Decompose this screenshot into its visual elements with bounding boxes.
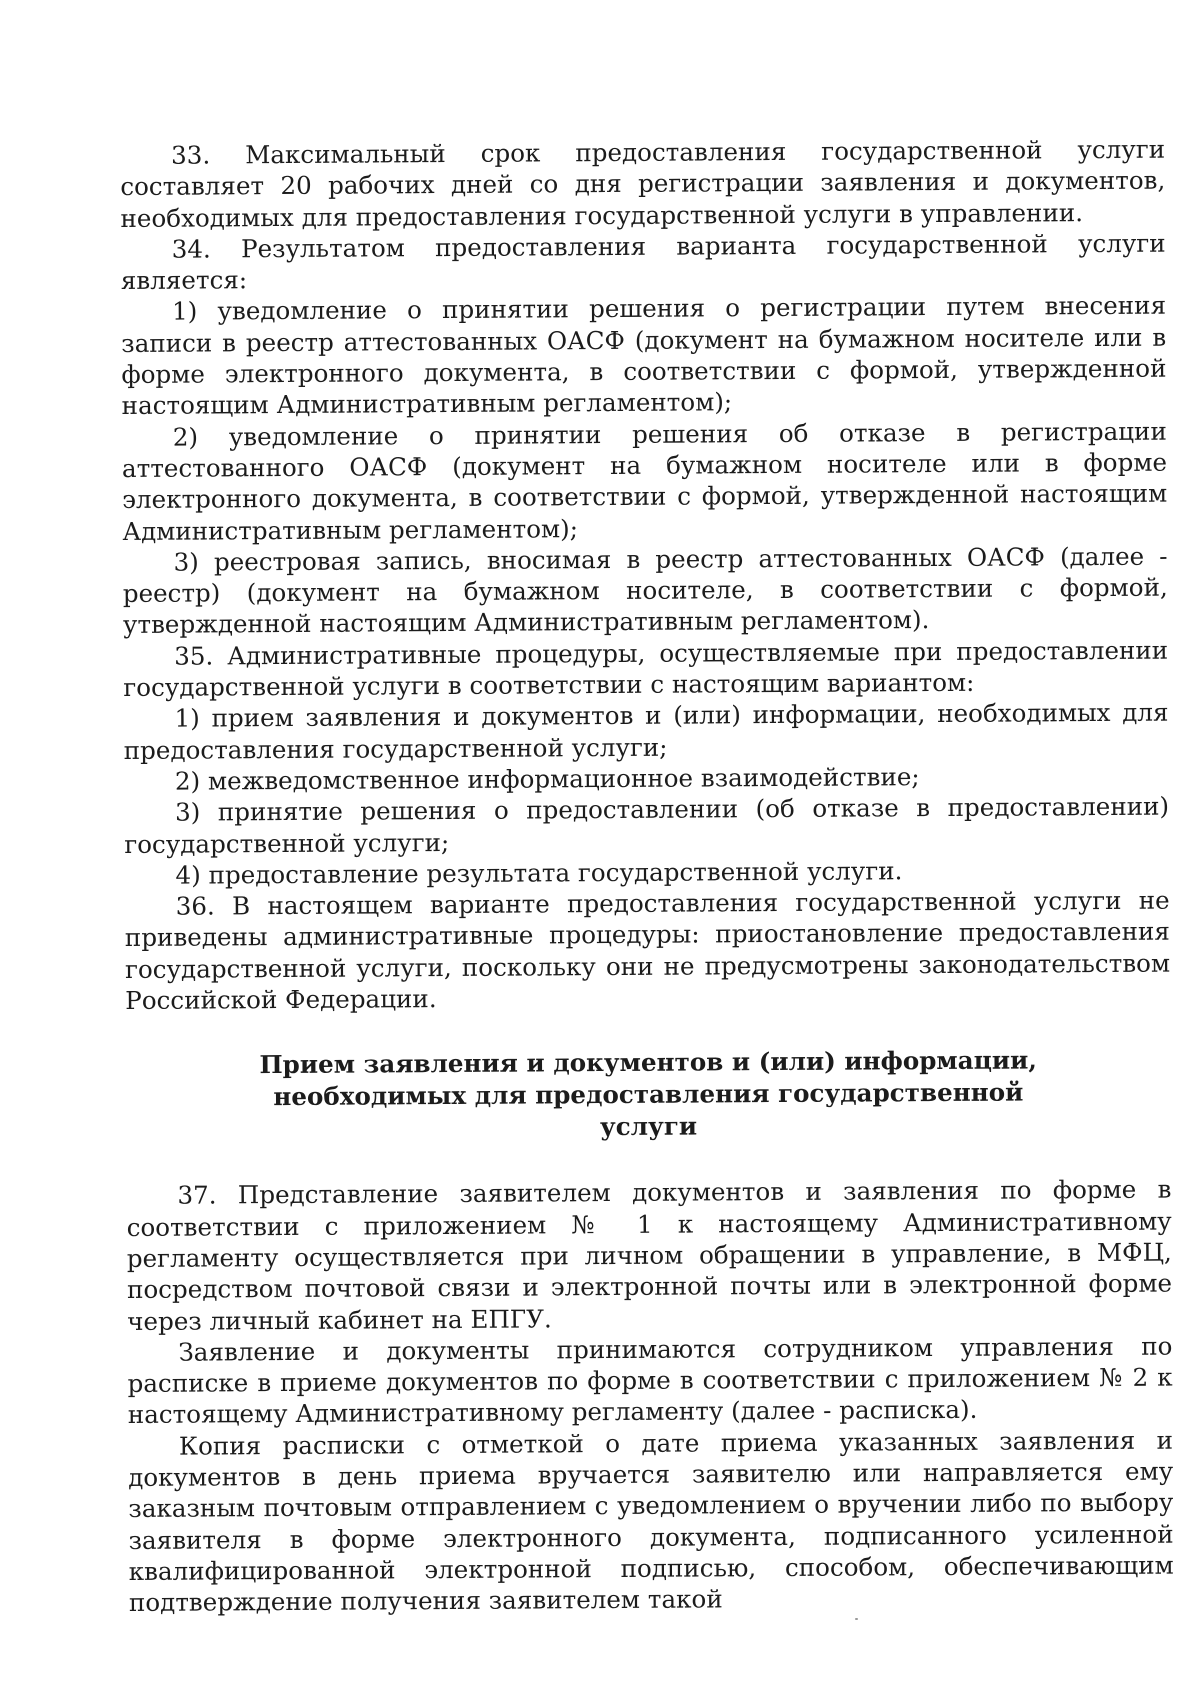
list-item-35-3: 3) принятие решения о предоставлении (об отказе в предоставлении) государственной услуги;: [124, 791, 1170, 859]
scan-speck: [855, 1618, 858, 1620]
paragraph-35: 35. Административные процедуры, осуществляемые при предоставлении государственной услуги в соответствии с настоящим вариантом:: [123, 635, 1169, 703]
list-item-35-2: 2) межведомственное информационное взаимодействие;: [174, 762, 920, 796]
list-item-35-1: 1) прием заявления и документов и (или) информации, необходимых для предоставления государственной услуги;: [123, 697, 1169, 765]
paragraph-receipt: Заявление и документы принимаются сотрудником управления по расписке в приеме документов по форме в соответствии с приложением № 2 к настоящему Административному регламенту (далее - расписка).: [127, 1331, 1173, 1430]
list-item-34-1: 1) уведомление о принятии решения о регистрации путем внесения записи в реестр аттестованных ОАСФ (документ на бумажном носителе или в форме электронного документа, в соответствии с формой, утвержденной настоящим Административным регламентом);: [121, 291, 1167, 421]
paragraph-34: 34. Результатом предоставления варианта государственной услуги является:: [120, 228, 1166, 296]
list-item-35-4: 4) предоставление результата государственной услуги.: [175, 856, 903, 890]
paragraph-receipt-copy: Копия расписки с отметкой о дате приема указанных заявления и документов в день приема вручается заявителю или направляется ему заказным почтовым отправлением с уведомлением о вручении либо по выбору заявителя в форме электронного документа, подписанного усиленной квалифицированной электронной подписью, способом, обеспечивающим подтверждение получения заявителем такой: [128, 1425, 1174, 1618]
list-item-34-3: 3) реестровая запись, вносимая в реестр аттестованных ОАСФ (далее - реестр) (документ на бумажном носителе, в соответствии с формой, утвержденной настоящим Административным регламентом).: [122, 541, 1168, 640]
paragraph-37: 37. Представление заявителем документов и заявления по форме в соответствии с приложением № 1 к настоящему Административному регламенту осуществляется при личном обращении в управление, в МФЦ, посредством почтовой связи и электронной почты или в электронной форме через личный кабинет на ЕПГУ.: [126, 1174, 1173, 1336]
document-body: [120, 134, 1174, 1619]
paragraph-36: 36. В настоящем варианте предоставления государственной услуги не приведены административные процедуры: приостановление предоставления государственной услуги, поскольку они не предусмотрены законодательством Российской Федерации.: [124, 885, 1171, 1015]
paragraph-33: 33. Максимальный срок предоставления государственной услуги составляет 20 рабочих дней со дня регистрации заявления и документов, необходимых для предоставления государственной услуги в управлении.: [120, 134, 1166, 233]
section-heading: Прием заявления и документов и (или) информации, необходимых для предоставления государственной услуги: [259, 1045, 1037, 1142]
list-item-34-2: 2) уведомление о принятии решения об отказе в регистрации аттестованного ОАСФ (документ на бумажном носителе или в форме электронного документа, в соответствии с формой, утвержденной настоящим Административным регламентом);: [121, 416, 1168, 546]
